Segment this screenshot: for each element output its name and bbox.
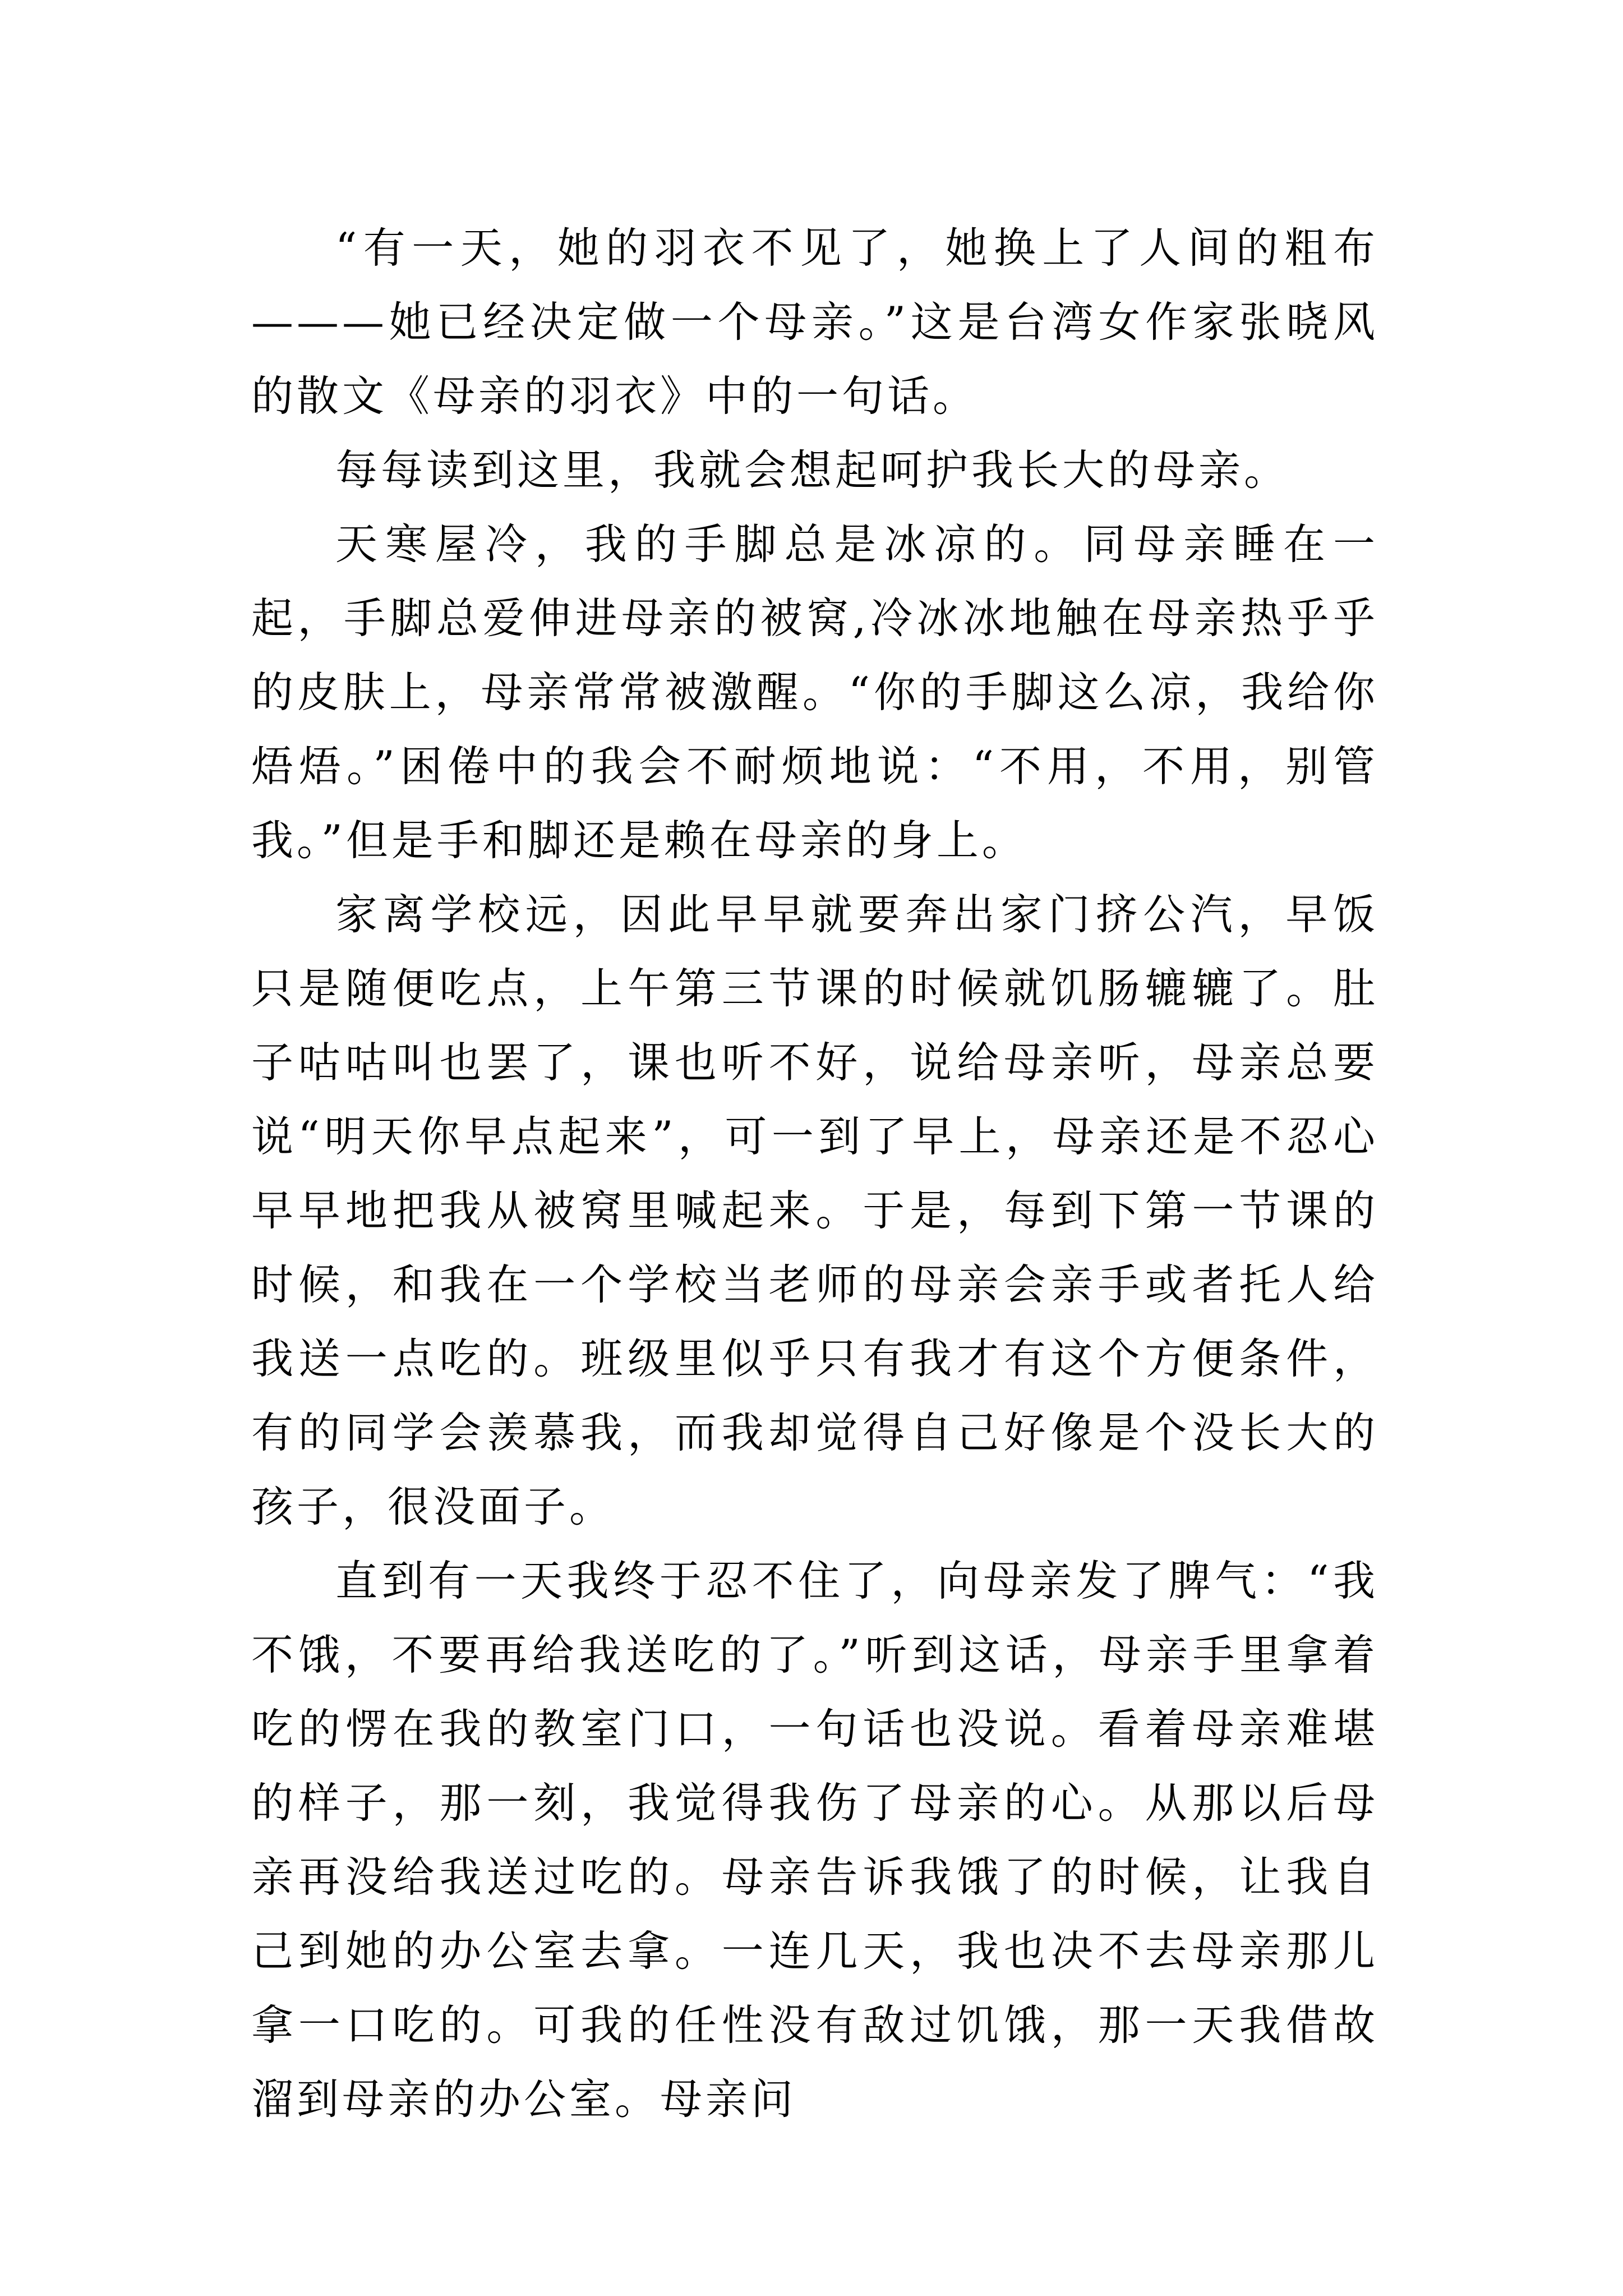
document-body (251, 211, 1378, 2136)
paragraph-argument: 直到有一天我终于忍不住了，向母亲发了脾气：“我不饿，不要再给我送吃的了。”听到这话，母亲手里拿着吃的愣在我的教室门口，一句话也没说。看着母亲难堪的样子，那一刻，我觉得我伤了母亲的心。从那以后母亲再没给我送过吃的。母亲告诉我饿了的时候，让我自己到她的办公室去拿。一连几天，我也决不去母亲那儿拿一口吃的。可我的任性没有敌过饥饿，那一天我借故溜到母亲的办公室。母亲问 (251, 1556, 1378, 2124)
paragraph-cold-feet: 天寒屋冷，我的手脚总是冰凉的。同母亲睡在一起，手脚总爱伸进母亲的被窝,冷冰冰地触在母亲热乎乎的皮肤上，母亲常常被激醒。“你的手脚这么凉，我给你焐焐。”困倦中的我会不耐烦地说：“不用，不用，别管我。”但是手和脚还是赖在母亲的身上。 (251, 519, 1378, 865)
paragraph-quote-intro: “有一天，她的羽衣不见了，她换上了人间的粗布———她已经决定做一个母亲。”这是台湾女作家张晓风的散文《母亲的羽衣》中的一句话。 (251, 223, 1378, 421)
paragraph-recollection: 每每读到这里，我就会想起呵护我长大的母亲。 (335, 445, 1290, 495)
paragraph-breakfast: 家离学校远，因此早早就要奔出家门挤公汽，早饭只是随便吃点，上午第三节课的时候就饥肠辘辘了。肚子咕咕叫也罢了，课也听不好，说给母亲听，母亲总要说“明天你早点起来”，可一到了早上，母亲还是不忍心早早地把我从被窝里喊起来。于是，每到下第一节课的时候，和我在一个学校当老师的母亲会亲手或者托人给我送一点吃的。班级里似乎只有我才有这个方便条件，有的同学会羡慕我，而我却觉得自己好像是个没长大的孩子，很没面子。 (251, 890, 1378, 1531)
